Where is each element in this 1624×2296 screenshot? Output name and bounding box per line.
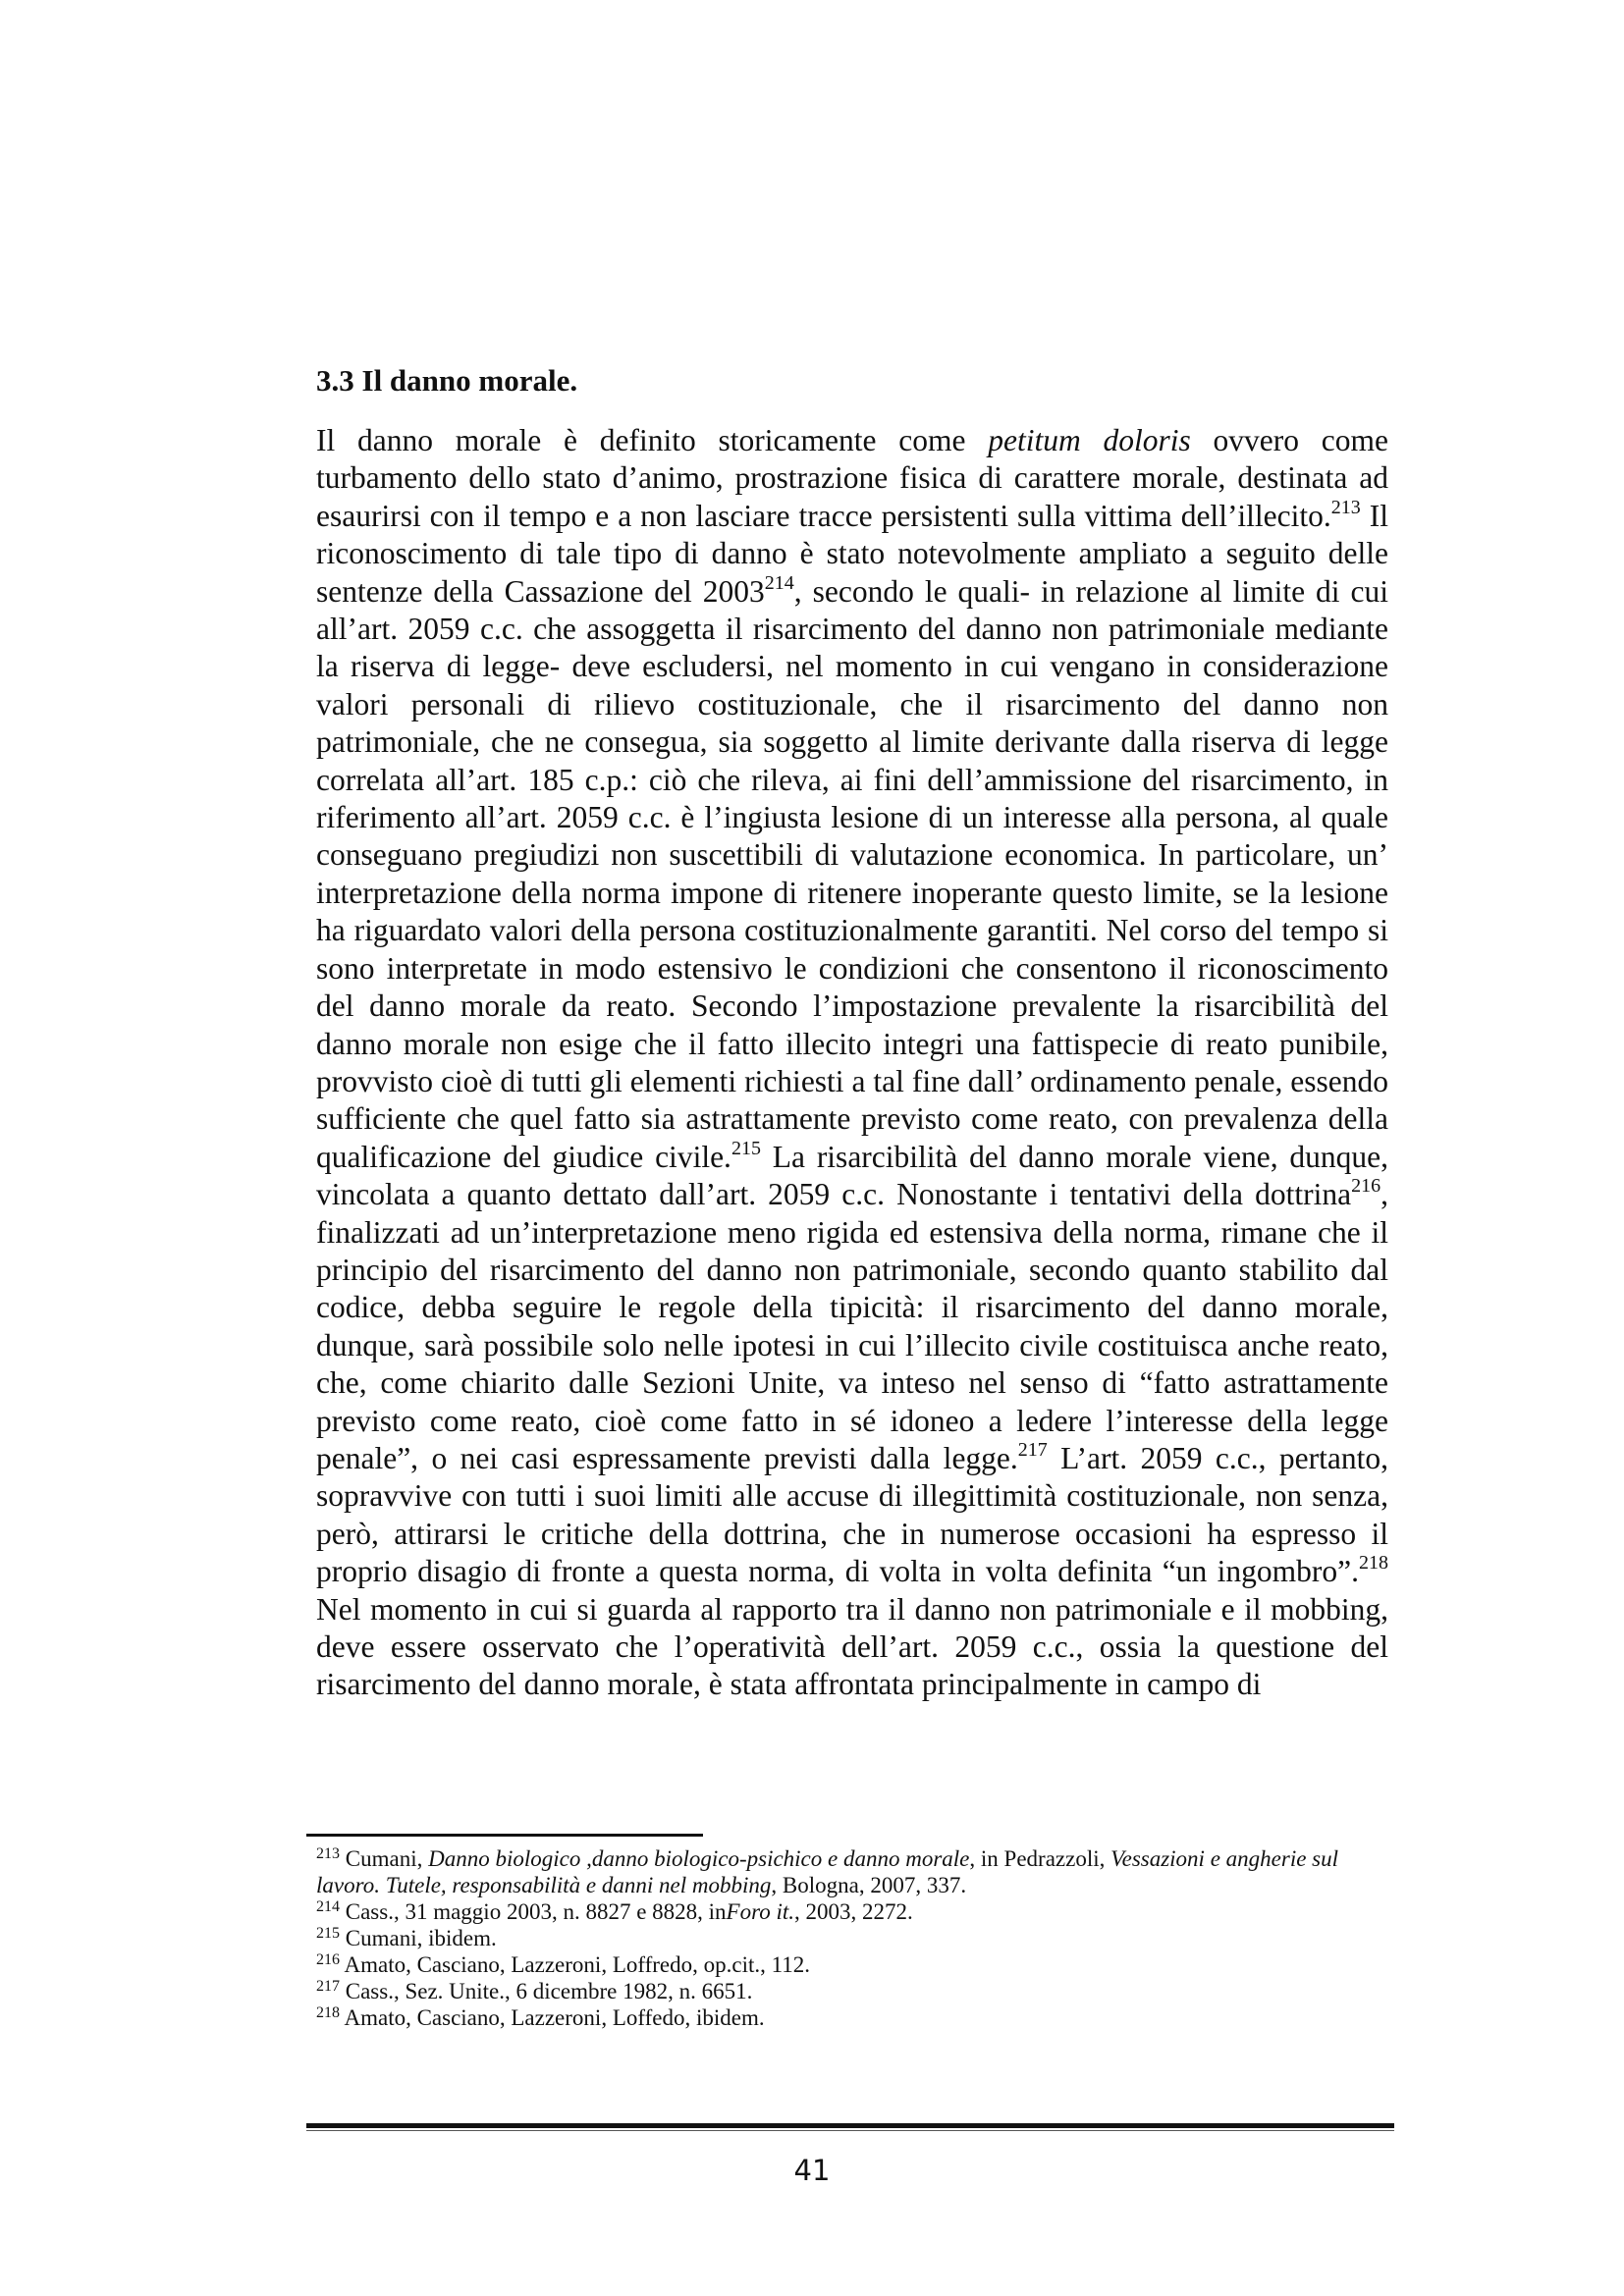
footnote-214 [316, 1898, 1388, 1925]
footnote-ref-218[interactable]: 218 [1359, 1552, 1388, 1575]
footnote-number: 213 [316, 1845, 340, 1862]
body-text-run: Nel momento in cui si guarda al rapporto tra il danno non patrimoniale e il mobbing, deve essere osservato che l’operatività dell’art. 2059 c.c., ossia la questione del risarcimento del danno morale, è stata affrontata principalmente in campo di [316, 1591, 1388, 1702]
footnote-215 [316, 1925, 1388, 1951]
footnote-ref-216[interactable]: 216 [1351, 1175, 1381, 1198]
footnote-number: 217 [316, 1978, 340, 1995]
body-text-run: ovvero come turbamento dello stato d’animo, prostrazione fisica di carattere morale, destinata ad esaurirsi con il tempo e a non lasciare tracce persistenti sulla vittima dell’illecito. [316, 423, 1389, 533]
footnote-text: Cass., 31 maggio 2003, n. 8827 e 8828, in [340, 1899, 727, 1924]
footnotes-list [316, 1845, 1388, 2031]
body-italic-term: petitum doloris [988, 423, 1191, 457]
footnote-number: 216 [316, 1951, 340, 1968]
body-paragraph [316, 422, 1388, 1704]
footnote-218 [316, 2004, 1388, 2031]
footnote-text: Cumani, ibidem. [340, 1926, 497, 1950]
footnote-217 [316, 1978, 1388, 2004]
body-text-run: , secondo le quali- in relazione al limite di cui all’art. 2059 c.c. che assoggetta il risarcimento del danno non patrimoniale mediante la riserva di legge- deve escludersi, nel momento in cui vengano in considerazione valori personali di rilievo costituzionale, che il risarcimento del danno non patrimoniale, che ne consegua, sia soggetto al limite derivante dalla riserva di legge correlata all’art. 185 c.p.: ciò che rileva, ai fini dell’ammissione del risarcimento, in riferimento all’art. 2059 c.c. è l’ingiusta lesione di un interesse alla persona, al quale conseguano pregiudizi non suscettibili di valutazione economica. In particolare, un’ interpretazione della norma impone di ritenere inoperante questo limite, se la lesione ha riguardato valori della persona costituzionalmente garantiti. Nel corso del tempo si sono interpretate in modo estensivo le condizioni che consentono il riconoscimento del danno morale da reato. Secondo l’impostazione prevalente la risarcibilità del danno morale non esige che il fatto illecito integri una fattispecie di reato punibile, provvisto cioè di tutti gli elementi richiesti a tal fine dall’ ordinamento penale, essendo sufficiente che quel fatto sia astrattamente previsto come reato, con prevalenza della qualificazione del giudice civile. [316, 573, 1389, 1174]
body-text-run: Il riconoscimento di tale tipo di danno è stato notevolmente ampliato a seguito delle sentenze della Cassazione del 2003 [316, 498, 1388, 609]
footnote-text: Amato, Casciano, Lazzeroni, Loffedo, ibidem. [340, 2005, 765, 2030]
footnote-ref-213[interactable]: 213 [1330, 496, 1361, 518]
footnote-text: Amato, Casciano, Lazzeroni, Loffredo, op.cit., 112. [340, 1952, 811, 1977]
footnote-216 [316, 1951, 1388, 1978]
body-text-run: L’art. 2059 c.c., pertanto, sopravvive con tutti i suoi limiti alle accuse di illegittimità costituzionale, non senza, però, attirarsi le critiche della dottrina, che in numerose occasioni ha espresso il proprio disagio di fronte a questa norma, di volta in volta definita “un ingombro”. [316, 1440, 1388, 1589]
page-number: 41 [793, 2154, 831, 2187]
footnote-italic: Danno biologico ,danno biologico-psichico e danno morale [428, 1846, 970, 1871]
footnote-ref-214[interactable]: 214 [764, 571, 794, 594]
footnote-ref-215[interactable]: 215 [731, 1137, 761, 1159]
footnote-number: 215 [316, 1925, 340, 1942]
body-text-run: , finalizzati ad un’interpretazione meno rigida ed estensiva della norma, rimane che il principio del risarcimento del danno non patrimoniale, secondo quanto stabilito dal codice, debba seguire le regole della tipicità: il risarcimento del danno morale, dunque, sarà possibile solo nelle ipotesi in cui l’illecito civile costituisca anche reato, che, come chiarito dalle Sezioni Unite, va inteso nel senso di “fatto astrattamente previsto come reato, cioè come fatto in sé idoneo a ledere l’interesse della legge penale”, o nei casi espressamente previsti dalla legge. [316, 1177, 1388, 1475]
footer-rule-thin [306, 2130, 1394, 2131]
footnote-italic: Foro it. [726, 1899, 794, 1924]
footer-rule [306, 2123, 1394, 2128]
footnote-text: , 2003, 2272. [793, 1899, 913, 1924]
footnote-text: Cass., Sez. Unite., 6 dicembre 1982, n. 6651. [340, 1979, 753, 2003]
footnote-text: Cumani, [340, 1846, 429, 1871]
footnote-number: 218 [316, 2004, 340, 2021]
body-text-run: Il danno morale è definito storicamente come [316, 423, 989, 457]
footnote-ref-217[interactable]: 217 [1017, 1438, 1048, 1461]
body-text-run: La risarcibilità del danno morale viene, dunque, vincolata a quanto dettato dall’art. 2059 c.c. Nonostante i tentativi della dottrina [316, 1139, 1389, 1212]
section-heading: 3.3 Il danno morale. [316, 363, 578, 398]
footnote-separator [306, 1834, 703, 1837]
footnote-213 [316, 1845, 1388, 1898]
footnote-text: , in Pedrazzoli, [969, 1846, 1111, 1871]
footnote-italic: Vessazioni e angherie sul lavoro. Tutele, responsabilità e danni nel mobbing [316, 1846, 1339, 1897]
footnote-number: 214 [316, 1898, 340, 1915]
footnote-text: , Bologna, 2007, 337. [771, 1873, 967, 1897]
